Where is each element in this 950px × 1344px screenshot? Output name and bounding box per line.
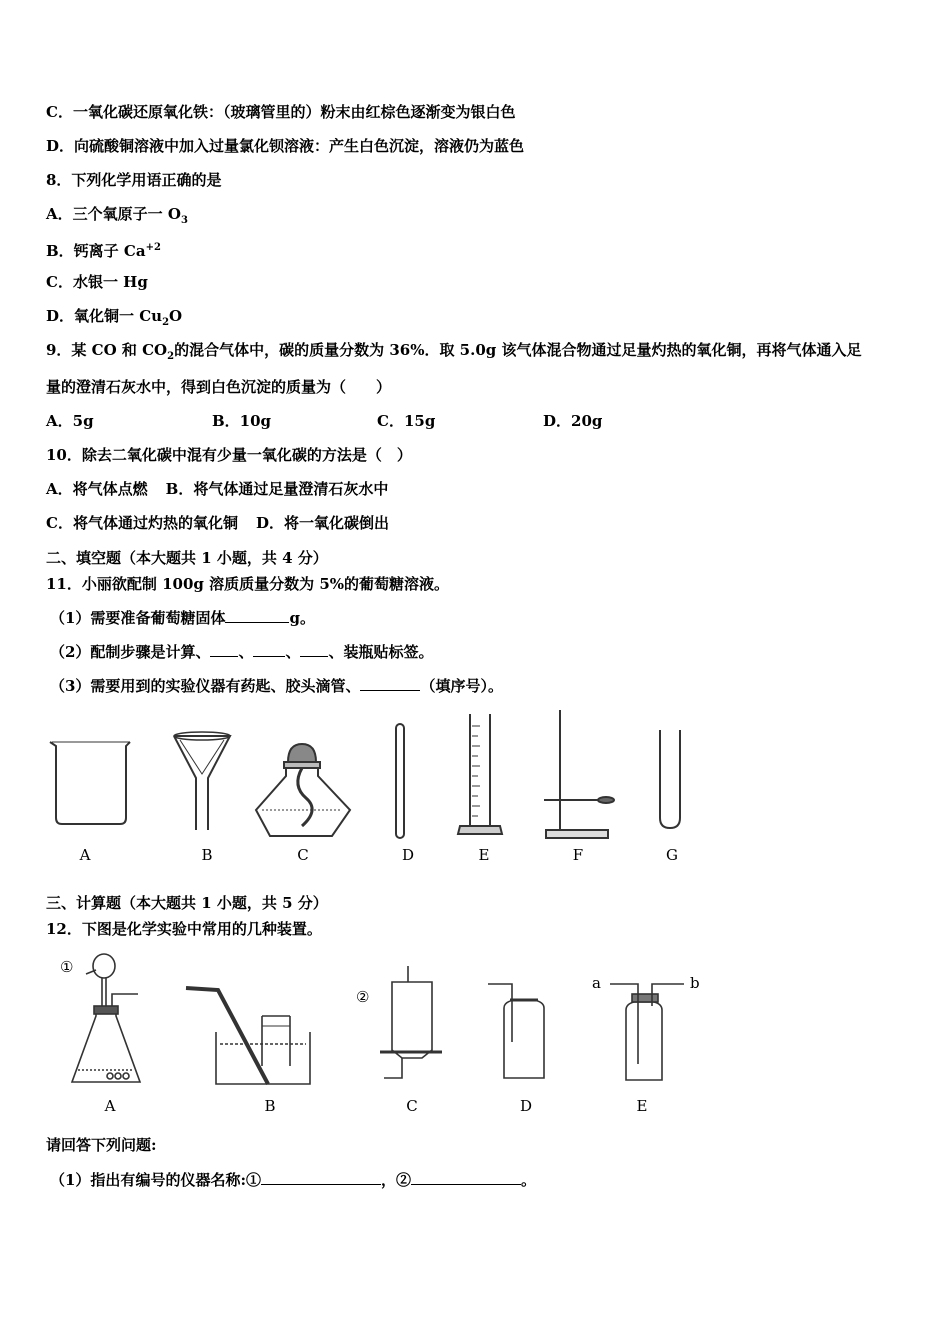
figure-label: A bbox=[104, 1097, 116, 1115]
answer-blank[interactable] bbox=[300, 642, 328, 657]
figure-label: E bbox=[636, 1097, 648, 1115]
q9-option-c: C．15g bbox=[377, 412, 436, 430]
section-2-heading: 二、填空题（本大题共 1 小题，共 4 分） bbox=[46, 549, 328, 567]
figure-label: D bbox=[401, 846, 415, 864]
q10-stem: 10．除去二氧化碳中混有少量一氧化碳的方法是（ ） bbox=[46, 446, 412, 464]
q11-stem: 11．小丽欲配制 100g 溶质质量分数为 5%的葡萄糖溶液。 bbox=[46, 575, 450, 593]
q8-option-d: D．氧化铜一 $Cu_2O$ bbox=[46, 307, 183, 328]
q11-instruments-figure bbox=[40, 706, 720, 868]
answer-blank[interactable] bbox=[411, 1170, 521, 1185]
q9-option-d: D．20g bbox=[543, 412, 603, 430]
q9-stem-cont: 量的澄清石灰水中，得到白色沉淀的质量为（ ） bbox=[46, 378, 392, 396]
graduated-cylinder-icon bbox=[458, 714, 502, 834]
q9-option-a: A．5g bbox=[46, 412, 94, 430]
number-mark-1: ① bbox=[60, 958, 74, 976]
figure-label: B bbox=[264, 1097, 276, 1115]
q8-stem: 8．下列化学用语正确的是 bbox=[46, 171, 222, 189]
port-label-a: a bbox=[592, 974, 601, 992]
q8-option-c: C．水银一 Hg bbox=[46, 273, 148, 291]
conical-flask-apparatus-icon bbox=[72, 954, 140, 1082]
answer-blank[interactable] bbox=[210, 642, 238, 657]
q12-apparatus-figure bbox=[40, 946, 710, 1118]
figure-label: G bbox=[666, 846, 678, 864]
q12-stem: 12．下图是化学实验中常用的几种装置。 bbox=[46, 920, 322, 938]
inverted-bottle-apparatus-icon bbox=[380, 966, 442, 1078]
figure-label: E bbox=[478, 846, 490, 864]
funnel-icon bbox=[174, 732, 230, 830]
figure-label: B bbox=[201, 846, 213, 864]
gas-bottle-apparatus-icon bbox=[488, 984, 544, 1078]
number-mark-2: ② bbox=[356, 988, 370, 1006]
alcohol-lamp-icon bbox=[256, 744, 350, 836]
q7-option-d: D．向硫酸铜溶液中加入过量氯化钡溶液：产生白色沉淀，溶液仍为蓝色 bbox=[46, 137, 525, 155]
wash-bottle-apparatus-icon bbox=[610, 984, 684, 1080]
q9-stem: 9．某 CO 和 $CO_2$的混合气体中，碳的质量分数为 36%．取 5.0g 该气体混合物通过足量灼热的氧化铜，再将气体通入足 bbox=[46, 341, 862, 362]
q7-option-c: C．一氧化碳还原氧化铁：（玻璃管里的）粉末由红棕色逐渐变为银白色 bbox=[46, 103, 516, 121]
figure-label: C bbox=[297, 846, 309, 864]
q12-prompt: 请回答下列问题: bbox=[46, 1136, 157, 1154]
beaker-icon bbox=[50, 742, 130, 824]
q8-option-a: A．三个氧原子一 $O_3$ bbox=[46, 205, 188, 226]
answer-blank[interactable] bbox=[360, 676, 420, 691]
q8-option-b: B．钙离子 $Ca^{+2}$ bbox=[46, 242, 161, 260]
q11-part-3: （3）需要用到的实验仪器有药匙、胶头滴管、 （填序号）。 bbox=[50, 677, 503, 695]
iron-stand-icon bbox=[544, 710, 614, 838]
answer-blank[interactable] bbox=[253, 642, 285, 657]
figure-label: C bbox=[406, 1097, 418, 1115]
q11-part-1: （1）需要准备葡萄糖固体 g。 bbox=[50, 609, 315, 627]
water-trough-apparatus-icon bbox=[186, 988, 310, 1084]
figure-label: F bbox=[572, 846, 584, 864]
answer-blank[interactable] bbox=[225, 608, 289, 623]
q10-options-ab: A．将气体点燃 B．将气体通过足量澄清石灰水中 bbox=[46, 480, 389, 498]
test-tube-icon bbox=[660, 730, 680, 828]
figure-label: D bbox=[519, 1097, 533, 1115]
q10-options-cd: C．将气体通过灼热的氧化铜 D．将一氧化碳倒出 bbox=[46, 514, 389, 532]
port-label-b: b bbox=[690, 974, 700, 992]
figure-label: A bbox=[79, 846, 91, 864]
q12-part-1: （1）指出有编号的仪器名称:① ，② 。 bbox=[50, 1171, 537, 1189]
q9-option-b: B．10g bbox=[212, 412, 272, 430]
answer-blank[interactable] bbox=[261, 1170, 381, 1185]
glass-rod-icon bbox=[396, 724, 404, 838]
section-3-heading: 三、计算题（本大题共 1 小题，共 5 分） bbox=[46, 894, 328, 912]
q11-part-2: （2）配制步骤是计算、 、 、 、装瓶贴标签。 bbox=[50, 643, 434, 661]
